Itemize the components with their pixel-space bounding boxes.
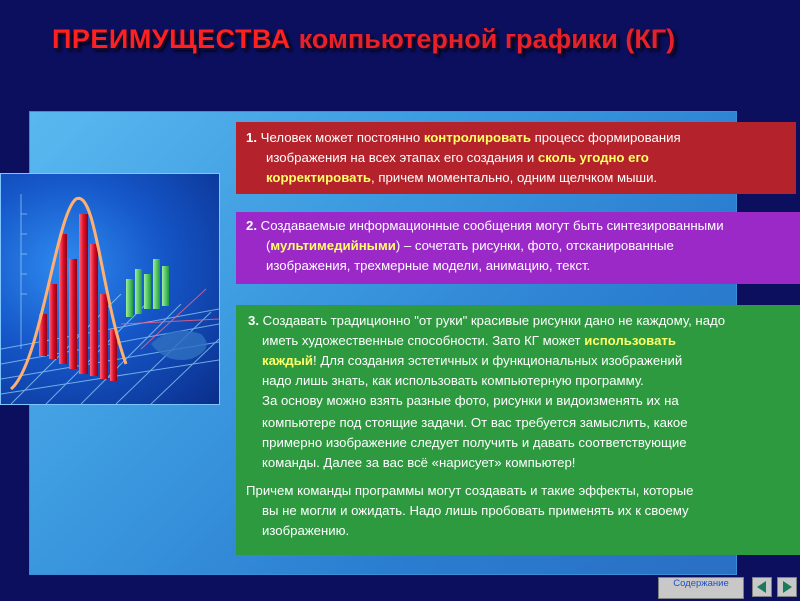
text-span: изображения на всех этапах его создания и	[266, 150, 538, 165]
chart-illustration	[0, 173, 220, 405]
advantage-3-line-7: примерно изображение следует получить и давать соответствующие	[262, 435, 687, 450]
advantage-3-para2-line-3: изображению.	[262, 523, 350, 538]
advantage-1-line-1	[246, 128, 796, 148]
text-span: ! Для создания эстетичных и функциональных изображений	[313, 353, 683, 368]
prev-slide-button[interactable]	[752, 577, 772, 597]
advantage-2-number: 2.	[246, 218, 257, 233]
triangle-left-icon	[753, 578, 771, 596]
highlight-correct: корректировать	[266, 170, 372, 185]
advantage-3	[236, 305, 800, 555]
text-span: процесс формирования	[530, 130, 681, 145]
advantage-3-para2-line-2: вы не могли и ожидать. Надо лишь пробовать применять их к своему	[262, 503, 689, 518]
advantage-3-line-6: компьютере под стоящие задачи. От вас требуется замыслить, какое	[262, 415, 688, 430]
text-span: Создаваемые информационные сообщения могут быть синтезированными	[257, 218, 724, 233]
advantage-1-line-3	[246, 168, 796, 188]
text-span: ) – сочетать рисунки, фото, отсканированные	[395, 238, 674, 253]
advantage-1-number: 1.	[246, 130, 257, 145]
advantage-3-line-8: команды. Далее за вас всё «нарисует» компьютер!	[262, 455, 576, 470]
highlight-any: сколь угодно его	[537, 150, 649, 165]
triangle-right-icon	[778, 578, 796, 596]
text-span: иметь художественные способности. Зато КГ может	[262, 333, 585, 348]
text-span: Создавать традиционно "от руки" красивые рисунки дано не каждому, надо	[259, 313, 726, 328]
advantage-2-line-1	[246, 216, 800, 236]
text-span: Человек может постоянно	[257, 130, 424, 145]
advantage-2-line-3: изображения, трехмерные модели, анимацию, текст.	[266, 258, 591, 273]
advantage-3-line-1	[248, 311, 800, 331]
highlight-use: использовать	[584, 333, 676, 348]
title-part2: компьютерной графики (КГ)	[298, 24, 676, 54]
advantage-3-line-3	[248, 351, 800, 371]
advantage-3-number: 3.	[248, 313, 259, 328]
highlight-everyone: каждый	[262, 353, 314, 368]
advantage-2-line-2	[246, 236, 800, 256]
next-slide-button[interactable]	[777, 577, 797, 597]
title-part1: ПРЕИМУЩЕСТВА	[52, 24, 291, 54]
advantage-3-line-4: надо лишь знать, как использовать компьютерную программу.	[262, 373, 644, 388]
contents-button[interactable]	[658, 577, 744, 599]
advantage-3-line-2	[248, 331, 800, 351]
advantage-1	[236, 122, 796, 194]
advantage-1-line-2	[246, 148, 796, 168]
chart-illustration-graphic	[1, 174, 219, 404]
text-span: , причем моментально, одним щелчком мыши.	[371, 170, 658, 185]
advantage-3-para2-line-1: Причем команды программы могут создавать и такие эффекты, которые	[246, 483, 694, 498]
slide-title	[52, 24, 675, 55]
highlight-control: контролировать	[423, 130, 531, 145]
advantage-3-line-5: За основу можно взять разные фото, рисунки и видоизменять их на	[262, 393, 679, 408]
text-span: (	[266, 238, 271, 253]
highlight-multimedia: мультимедийными	[270, 238, 396, 253]
contents-button-label: Содержание	[673, 578, 729, 589]
advantage-2	[236, 212, 800, 284]
